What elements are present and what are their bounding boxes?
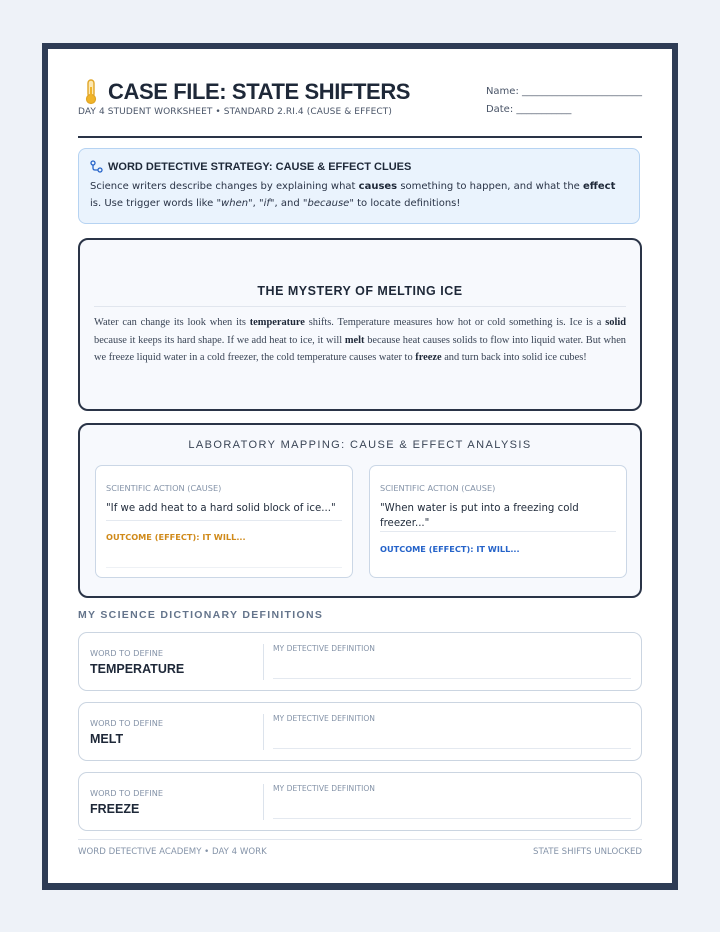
word-label: WORD TO DEFINE [90, 648, 164, 658]
footer-left: WORD DETECTIVE ACADEMY • DAY 4 WORK [78, 847, 267, 857]
row-divider [263, 784, 264, 820]
effect-label: OUTCOME (EFFECT): IT WILL... [106, 532, 246, 542]
strategy-title: WORD DETECTIVE STRATEGY: CAUSE & EFFECT CLUES [108, 160, 412, 173]
strategy-text: Science writers describe changes by explaining what causes something to happen, and what the effect is. Use trigger words like "when", "if", and "because" to locate definitions! [90, 181, 616, 209]
title-row [80, 79, 410, 105]
story-text: Water can change its look when its temperature shifts. Temperature measures how hot or cold something is. Ice is a solid because it keeps its hard shape. If we add heat to ice, it will melt because heat causes solids to flow into liquid water. But when we freeze liquid water in a cold freezer, the cold temperature causes water to freeze and turn back into solid ice cubes! [94, 317, 627, 363]
dictionary-row-melt [78, 702, 642, 761]
cause-label: SCIENTIFIC ACTION (CAUSE) [106, 483, 222, 493]
vocab-word: MELT [90, 732, 124, 746]
strategy-heading [90, 160, 628, 173]
worksheet-frame [42, 43, 678, 890]
cause-effect-card [369, 465, 627, 578]
dictionary-heading: MY SCIENCE DICTIONARY DEFINITIONS [78, 609, 324, 621]
row-divider [263, 714, 264, 750]
definition-label: MY DETECTIVE DEFINITION [273, 784, 375, 793]
path-icon [90, 160, 103, 173]
name-field[interactable]: Name: ________________________ [485, 86, 642, 97]
definition-label: MY DETECTIVE DEFINITION [273, 714, 375, 723]
definition-label: MY DETECTIVE DEFINITION [273, 644, 375, 653]
effect-answer-line[interactable] [106, 567, 342, 568]
vocab-word: FREEZE [90, 802, 140, 816]
thermometer-icon [80, 79, 102, 105]
cause-divider [106, 520, 342, 521]
cause-divider [380, 531, 616, 532]
definition-answer-line[interactable] [273, 748, 631, 749]
lab-mapping-box [78, 423, 642, 598]
dictionary-row-temperature [78, 632, 642, 691]
word-label: WORD TO DEFINE [90, 718, 164, 728]
cause-text: "If we add heat to a hard solid block of ice..." [106, 503, 336, 514]
story-divider [94, 306, 626, 307]
definition-answer-line[interactable] [273, 818, 631, 819]
page-footer [78, 839, 642, 857]
lab-title: LABORATORY MAPPING: CAUSE & EFFECT ANALYSIS [188, 439, 532, 451]
worksheet-page [48, 49, 672, 883]
footer-right: STATE SHIFTS UNLOCKED [533, 847, 642, 857]
story-title: THE MYSTERY OF MELTING ICE [257, 284, 463, 298]
strategy-box [78, 148, 640, 224]
word-label: WORD TO DEFINE [90, 788, 164, 798]
student-meta [486, 83, 642, 119]
date-field[interactable]: Date: ___________ [485, 104, 572, 115]
dictionary-row-freeze [78, 772, 642, 831]
cause-effect-card [95, 465, 353, 578]
story-box [78, 238, 642, 411]
cause-text: "When water is put into a freezing cold freezer..." [380, 503, 579, 529]
vocab-word: TEMPERATURE [90, 662, 185, 676]
page-subtitle: DAY 4 STUDENT WORKSHEET • STANDARD 2.RI.4 (CAUSE & EFFECT) [78, 107, 393, 117]
definition-answer-line[interactable] [273, 678, 631, 679]
effect-label: OUTCOME (EFFECT): IT WILL... [380, 544, 520, 554]
page-title: CASE FILE: STATE SHIFTERS [108, 79, 411, 104]
row-divider [263, 644, 264, 680]
cause-label: SCIENTIFIC ACTION (CAUSE) [380, 483, 496, 493]
worksheet-header [78, 49, 642, 138]
